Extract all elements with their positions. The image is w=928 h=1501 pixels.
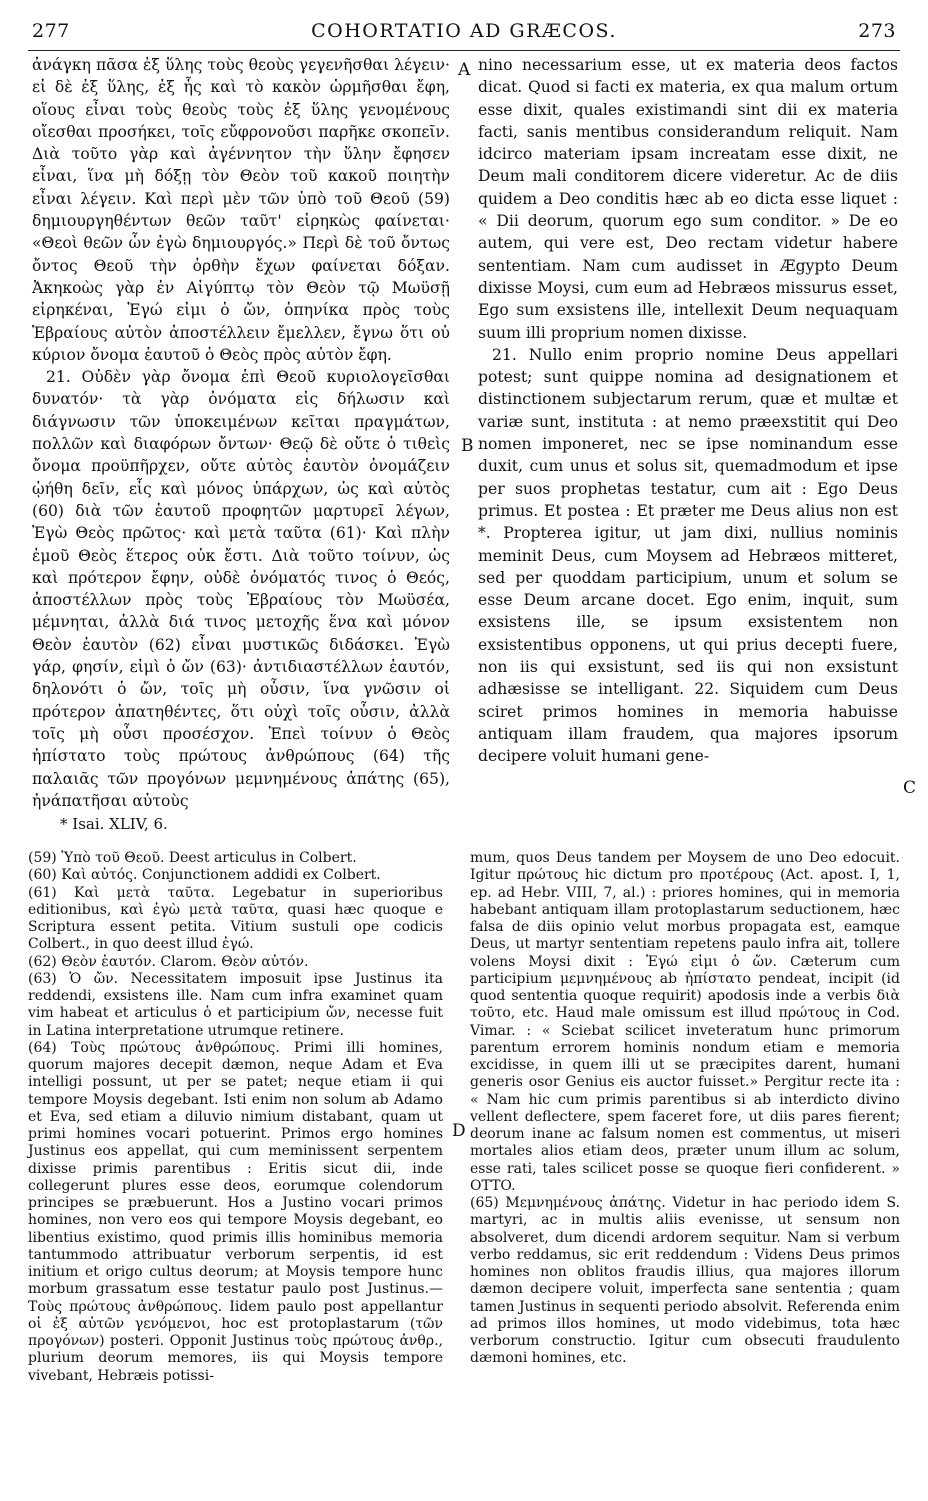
greek-paragraph: 21. Οὐδὲν γὰρ ὄνομα ἐπὶ Θεοῦ κυριολογεῖσθαι δυνατόν· τὰ γὰρ ὀνόματα εἰς δήλωσιν καὶ διάγνωσιν τῶν ὑποκειμένων κεῖται πραγμάτων, πολλῶν καὶ διαφόρων ὄντων· Θεῷ δὲ οὔτε ὁ τιθεὶς ὄνομα προϋπῆρχεν, οὔτε αὐτὸς ἑαυτὸν ὀνομάζειν ᾠήθη δεῖν, εἷς καὶ μόνος ὑπάρχων, ὡς καὶ αὐτὸς (60) διὰ τῶν ἑαυτοῦ προφητῶν μαρτυρεῖ λέγων, Ἐγὼ Θεὸς πρῶτος· καὶ μετὰ ταῦτα (61)· Καὶ πλὴν ἐμοῦ Θεὸς ἕτερος οὐκ ἔστι. Διὰ τοῦτο τοίνυν, ὡς καὶ πρότερον ἔφην, οὐδὲ ὀνόματός τινος ὁ Θεός, ἀποστέλλων πρὸς τοὺς Ἑβραίους τὸν Μωϋσέα, μέμνηται, ἀλλὰ διά τινος μετοχῆς ἕνα καὶ μόνον Θεὸν ἑαυτὸν (62) εἶναι μυστικῶς διδάσκει. Ἐγὼ γάρ, φησίν, εἰμὶ ὁ ὤν (63)· ἀντιδιαστέλλων ἑαυτόν, δηλονότι ὁ ὤν, τοῖς μὴ οὖσιν, ἵνα γνῶσιν οἱ πρότερον ἀπατηθέντες, ὅτι οὐχὶ τοῖς οὖσιν, ἀλλὰ τοῖς μὴ οὖσι προσέσχον. Ἐπεὶ τοίνυν ὁ Θεὸς ἠπίστατο τοὺς πρώτους ἀνθρώπους (64) τῆς παλαιᾶς τῶν προγόνων μεμνημένους ἀπάτης (65), ἠνάπατῆσαι αὐτοὺς [32, 368, 450, 810]
page-number-right: 273 [858, 20, 896, 42]
margin-marker-d: D [452, 1121, 466, 1141]
greek-text-column [32, 54, 450, 812]
page-number-left: 277 [32, 20, 70, 42]
running-header [28, 14, 900, 51]
greek-paragraph: ἀνάγκη πᾶσα ἐξ ὕλης τοὺς θεοὺς γεγενῆσθαι λέγειν· εἰ δὲ ἐξ ὕλης, ἐξ ἧς καὶ τὸ κακὸν ὡρμῆσθαι ἔφη, οἵους εἶναι τοὺς θεοὺς τοὺς ἐξ ὕλης γενομένους οἴεσθαι προσήκει, τοῖς εὔφρονοῦσι παρῆκε σκοπεῖν. Διὰ τοῦτο γὰρ καὶ ἀγέννητον τὴν ὕλην ἔφησεν εἶναι, ἵνα μὴ δόξῃ τὸν Θεὸν τοῦ κακοῦ ποιητὴν εἶναι λέγειν. Καὶ περὶ μὲν τῶν ὑπὸ τοῦ Θεοῦ (59) δημιουργηθέντων θεῶν ταῦτ' εἰρηκὼς φαίνεται· «Θεοὶ θεῶν ὧν ἐγὼ δημιουργός.» Περὶ δὲ τοῦ ὄντως ὄντος Θεοῦ τὴν ὀρθὴν ἔχων φαίνεται δόξαν. Ἀκηκοὼς γὰρ ἐν Αἰγύπτῳ τὸν Θεὸν τῷ Μωϋσῇ εἰρηκέναι, Ἐγώ εἰμι ὁ ὤν, ὁπηνίκα πρὸς τοὺς Ἑβραίους αὐτὸν ἀποστέλλειν ἔμελλεν, ἔγνω ὅτι οὐ κύριον ὄνομα ἑαυτοῦ ὁ Θεὸς πρὸς αὐτὸν ἔφη. [32, 56, 450, 364]
note-62: (62) Θεὸν ἑαυτόν. Clarom. Θεὸν αὐτόν. [28, 953, 309, 970]
note-61: (61) Καὶ μετὰ ταῦτα. Legebatur in superioribus editionibus, καὶ ἐγὼ μετὰ ταῦτα, quasi hæc quoque e Scriptura essent petita. Vitium sustuli ope codicis Colbert., in quo deest illud ἐγώ. [28, 884, 443, 953]
note-64: (64) Τοὺς πρώτους ἀνθρώπους. Primi illi homines, quorum majores decepit dæmon, neque Adam et Eva intelligi possunt, ut per se patet; neque etiam ii qui tempore Moysis degebant. Isti enim non solum ab Adamo et Eva, sed etiam a diluvio nimium distabant, quam ut primi homines vocari potuerint. Primos ergo homines Justinus eos appellat, qui cum meminissent serpentem dixisse primis parentibus : Eritis sicut dii, inde collegerunt plures esse deos, eorumque colendorum principes se præbuerunt. Hos a Justino vocari primos homines, non vero eos qui tempore Moysis degebant, eo libentius existimo, quod primis illis hominibus memoria tantummodo attribuatur verborum serpentis, id est initium et origo cultus deorum; at Moysis tempore hunc morbum grassatum esse testatur paulo post Justinus.—Τοὺς πρώτους ἀνθρώπους. Iidem paulo post appellantur οἱ ἐξ αὐτῶν γενόμενοι, hoc est protoplastarum (τῶν προγόνων) posteri. Opponit Justinus τοὺς πρώτους ἀνθρ., plurium deorum memores, iis qui Moysis tempore vivebant, Hebræis potissi- [28, 1039, 443, 1384]
scripture-reference: * Isai. XLIV, 6. [60, 815, 168, 833]
margin-marker-c: C [903, 778, 917, 798]
note-64-continued: mum, quos Deus tandem per Moysem de uno Deo edocuit. Igitur πρώτους hic dictum pro προτέρους (Act. apost. I, 1, ep. ad Hebr. VIII, 7, al.) : priores homines, qui in memoria habebant antiquam illam protoplastarum seductionem, hæc falsa de diis opinio velut morbus propagata est, eamque Deus, ut martyr sententiam repetens paulo infra ait, tollere volens Moysi dixit : Ἐγώ εἰμι ὁ ὤν. Cæterum cum participium μεμνημένους ab ἠπίστατο pendeat, incipit (id quod sententia quoque requirit) apodosis inde a verbis διὰ τοῦτο, etc. Haud male omissum est illud πρώτους in Cod. Vimar. : « Sciebat scilicet inveteratum hunc primorum parentum errorem hominis nondum etiam e memoria excidisse, in quem illi ut se præcipites darent, humani generis osor Genius eis auctor fuisset.» Pergitur recte ita : « Nam hic cum primis parentibus si ab interdicto divino vellent deflectere, spem faceret fore, ut diis pares fierent; deorum inane ac falsum nomen est commentus, ut miseri mortales alios etiam deos, præter unum illum ac solum, esse rati, tales scilicet posse se quoque fieri confiderent. » OTTO. [470, 850, 900, 1194]
latin-paragraph: 21. Nullo enim proprio nomine Deus appellari potest; sunt quippe nomina ad designationem et distinctionem subjectarum rerum, quæ et multæ et variæ sunt, instituta : at nemo præexstitit qui Deo nomen imponeret, nec se ipse nominandum esse duxit, cum unus et solus sit, quemadmodum et ipse per suos prophetas testatur, cum ait : Ego Deus primus. Et postea : Et præter me Deus alius non est *. Propterea igitur, ut jam dixi, nullius nominis meminit Deus, cum Moysem ad Hebræos mitteret, sed per quoddam participium, unum et solum se esse Deum arcane docet. Ego enim, inquit, sum exsistens ille, se ipsum exsistentem non exsistentibus opponens, ut qui prius decepti fuere, non iis qui exsistunt, sed iis qui non exsistunt adhæsisse se intelligant. 22. Siquidem cum Deus sciret primos homines in memoria habuisse antiquam illam fraudem, qua majores ipsorum decipere voluit humani gene- [478, 345, 898, 766]
margin-marker-b: B [461, 436, 474, 456]
note-65: (65) Μεμνημένους ἀπάτης. Videtur in hac periodo idem S. martyri, ac in multis aliis evenisse, ut sensum non absolveret, dum dicendi ardorem sequitur. Nam si verbum verbo reddamus, sic erit reddendum : Videns Deus primos homines non oblitos fraudis illius, qua majores illorum dæmon decipere voluit, imperfecta sane sententia ; quam tamen Justinus in sequenti periodo absolvit. Referenda enim ad primos illos homines, ut modo videbimus, tota hæc verborum constructio. Igitur cum obsecuti fraudulento dæmoni homines, etc. [470, 1195, 900, 1367]
latin-text-column [478, 54, 898, 768]
latin-paragraph: nino necessarium esse, ut ex materia deos factos dicat. Quod si facti ex materia, ex qua malum ortum esse dixit, quales existimandi sint dii ex materia facti, sanis mentibus considerandum reliquit. Nam idcirco materiam ipsam increatam esse dixit, ne Deum mali conditorem dicere videretur. Ac de diis quidem a Deo conditis hæc ab eo dicta esse liquet : « Dii deorum, quorum ego sum conditor. » De eo autem, qui vere est, Deo rectam videtur habere sententiam. Nam cum audisset in Ægypto Deum dixisse Moysi, cum eum ad Hebræos missurus esset, Ego sum exsistens ille, intellexit Deum nequaquam suum illi proprium nomen dixisse. [478, 56, 898, 342]
running-title: COHORTATIO AD GRÆCOS. [311, 20, 617, 42]
note-60: (60) Καὶ αὐτός. Conjunctionem addidi ex Colbert. [28, 867, 381, 884]
note-59: (59) Ὑπὸ τοῦ Θεοῦ. Deest articulus in Colbert. [28, 850, 357, 866]
notes-right-column [470, 850, 900, 1368]
margin-marker-a: A [458, 60, 471, 80]
note-63: (63) Ὁ ὤν. Necessitatem imposuit ipse Justinus ita reddendi, exsistens ille. Nam cum infra examinet quam vim habeat et articulus ὁ et participium ὤν, necesse fuit in Latina interpretatione utrumque retinere. [28, 970, 443, 1039]
notes-left-column [28, 850, 443, 1385]
